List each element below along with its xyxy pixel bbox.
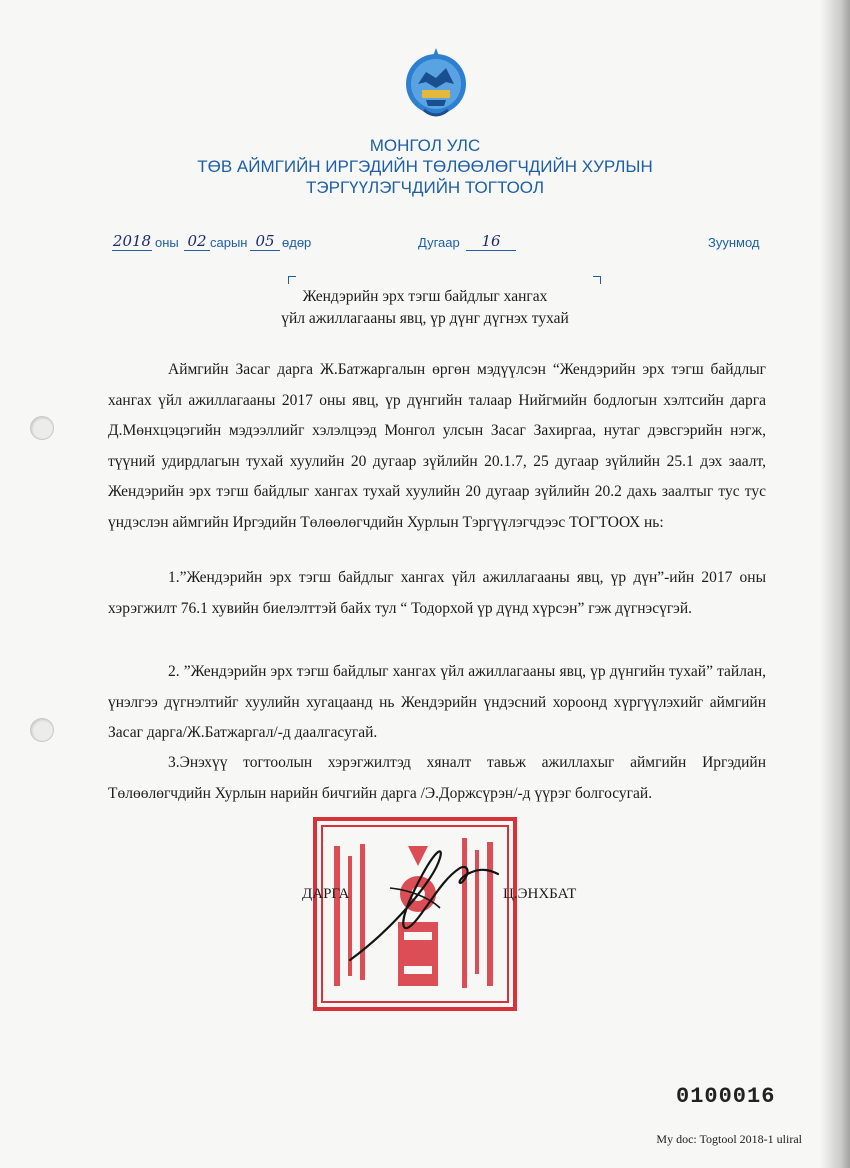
document-serial-number: 0100016 bbox=[676, 1084, 776, 1109]
body-item-3: 3.Энэхүү тогтоолын хэрэгжилтэд хяналт тавьж ажиллахыг аймгийн Иргэдийн Төлөөлөгчдийн Хурлын нарийн бичгийн дарга /Э.Доржсүрэн/-д үүрэг болгосугай. bbox=[108, 754, 766, 802]
date-number-row bbox=[0, 232, 850, 252]
body-item-1: 1.”Жендэрийн эрх тэгш байдлыг хангах үйл ажиллагааны явц, үр дүн”-ийн 2017 оны хэрэгжилт 76.1 хувийн биелэлттэй байх тул “ Тодорхой үр дүнд хүрсэн” гэж дүгнэсүгэй. bbox=[108, 569, 766, 617]
date-year: 2018 bbox=[112, 232, 152, 250]
date-month-field bbox=[184, 232, 210, 251]
date-day-field bbox=[250, 232, 280, 251]
date-year-field bbox=[112, 232, 152, 251]
signer-name: Ц.ЭНХБАТ bbox=[503, 886, 577, 902]
header-country: МОНГОЛ УЛС bbox=[369, 136, 481, 155]
header-decree-title: ТЭРГҮҮЛЭГЧДИЙН ТОГТООЛ bbox=[306, 178, 544, 197]
place-name: Зуунмод bbox=[708, 235, 760, 250]
date-month-suffix: сарын bbox=[210, 235, 248, 250]
punch-hole-top bbox=[30, 416, 54, 440]
decree-number-field bbox=[466, 232, 516, 251]
subject-line-1: Жендэрийн эрх тэгш байдлыг хангах bbox=[302, 288, 548, 305]
state-emblem-icon bbox=[404, 44, 468, 124]
date-year-suffix: оны bbox=[155, 235, 179, 250]
date-month: 02 bbox=[184, 232, 210, 251]
subject-line-2: үйл ажиллагааны явц, үр дүнг дүгнэх тухай bbox=[281, 310, 569, 327]
signer-title: ДАРГА bbox=[302, 886, 350, 902]
body-preamble: Аймгийн Засаг дарга Ж.Батжаргалын өргөн мэдүүлсэн “Жендэрийн эрх тэгш байдлыг хангах үйл ажиллагааны 2017 оны явц, үр дүнгийн талаар Нийгмийн бодлогын хэлтсийн дарга Д.Мөнхцэцэгийн мэдээллийг хэлэлцээд Монгол улсын Засаг Захиргаа, нутаг дэвсгэрийн нэгж, түүний удирдлагын тухай хуулийн 20 дугаар зүйлийн 20.1.7, 25 дугаар зүйлийн 25.1 дэх заалт, Жендэрийн эрх тэгш байдлыг хангах тухай хуулийн 20 дугаар зүйлийн 20.2 дахь заалтыг тус тус үндэслэн аймгийн Иргэдийн Төлөөлөгчдийн Хурлын Тэргүүлэгчдээс ТОГТООХ нь: bbox=[108, 361, 766, 531]
date-day: 05 bbox=[250, 232, 280, 251]
punch-hole-bottom bbox=[30, 718, 54, 742]
subject-corner-left bbox=[288, 276, 296, 284]
handwritten-signature bbox=[340, 838, 510, 968]
footer-doc-reference: My doc: Togtool 2018-1 uliral bbox=[656, 1132, 802, 1146]
subject-corner-right bbox=[593, 276, 601, 284]
header-council: ТӨВ АЙМГИЙН ИРГЭДИЙН ТӨЛӨӨЛӨГЧДИЙН ХУРЛЫН bbox=[197, 157, 653, 176]
date-day-suffix: өдөр bbox=[282, 235, 312, 250]
decree-number: 16 bbox=[466, 232, 516, 251]
number-label: Дугаар bbox=[418, 235, 460, 250]
body-item-2: 2. ”Жендэрийн эрх тэгш байдлыг хангах үйл ажиллагааны явц, үр дүнгийн тухай” тайлан, үнэлгээ дүгнэлтийг хуулийн хугацаанд нь Жендэрийн үндэсний хороонд хүргүүлэхийг аймгийн Засаг дарга/Ж.Батжаргал/-д даалгасугай. bbox=[108, 663, 766, 741]
